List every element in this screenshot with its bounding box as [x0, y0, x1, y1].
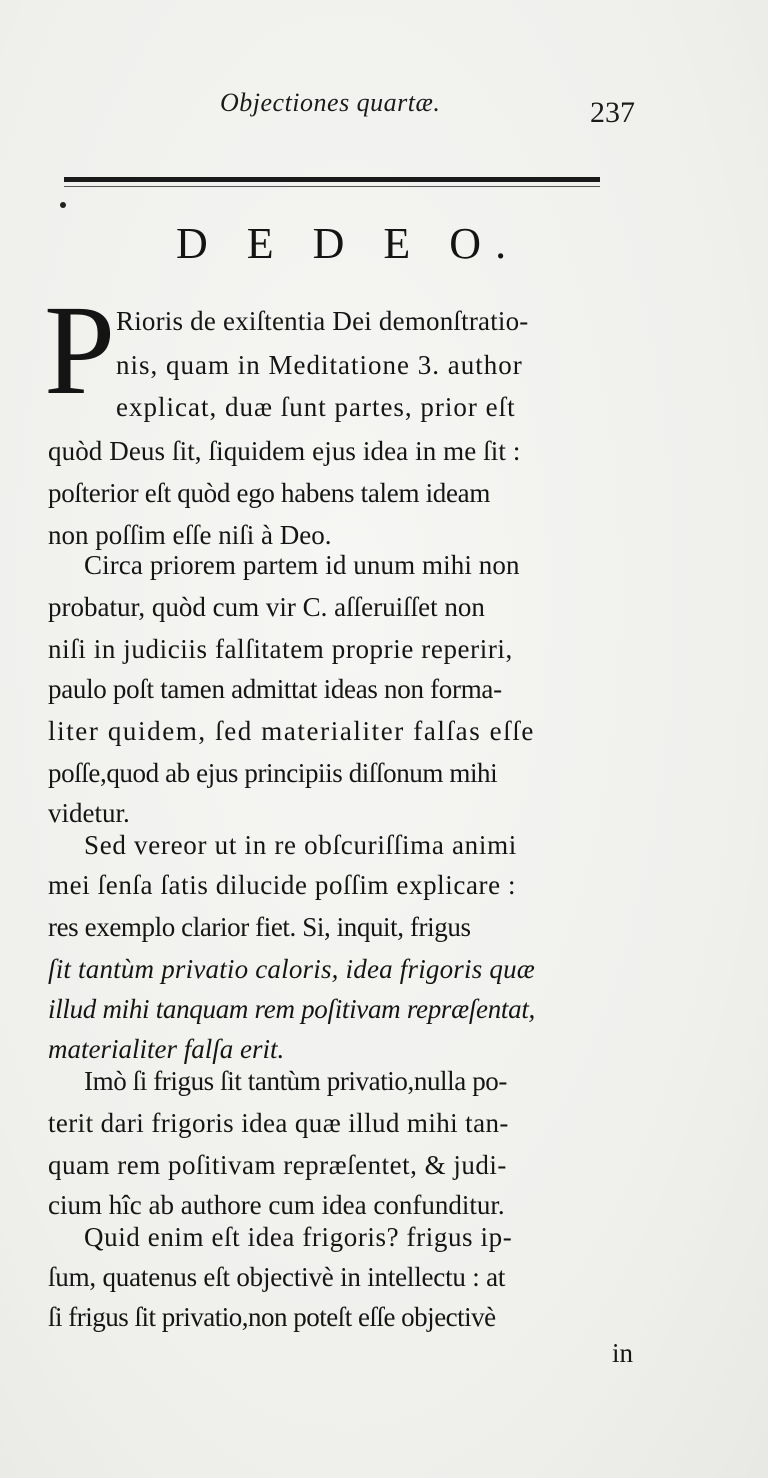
text-line: cium hîc ab authore cum idea confunditur.: [48, 1190, 505, 1220]
text-line: explicat, duæ ſunt partes, prior eſt: [116, 392, 516, 422]
text-line: Sed vereor ut in re obſcuriſſima animi: [84, 830, 517, 860]
text-line: poſſe,quod ab ejus principiis diſſonum mihi: [48, 758, 498, 788]
text-line: Quid enim eſt idea frigoris? frigus ip-: [84, 1222, 513, 1252]
text-line: poſterior eſt quòd ego habens talem ideam: [48, 478, 491, 508]
ink-dot: [60, 202, 66, 208]
text-line: non poſſim eſſe niſi à Deo.: [48, 520, 332, 550]
text-line: res exemplo clarior fiet. Si, inquit, frigus: [48, 912, 471, 942]
text-line: Circa priorem partem id unum mihi non: [84, 550, 520, 580]
text-line: probatur, quòd cum vir C. aſſeruiſſet non: [48, 592, 485, 622]
text-line: paulo poſt tamen admittat ideas non forma-: [48, 674, 502, 704]
text-line: liter quidem, ſed materialiter falſas eſſe: [48, 716, 536, 746]
text-line: videtur.: [48, 798, 130, 828]
running-title: Objectiones quartæ.: [220, 88, 441, 117]
text-line: ſi frigus ſit privatio,non poteſt eſſe objectivè: [48, 1302, 496, 1332]
text-line: ſit tantùm privatio caloris, idea frigoris quæ: [48, 954, 535, 984]
text-line: materialiter falſa erit.: [48, 1034, 285, 1064]
text-line: illud mihi tanquam rem poſitivam repræſentat,: [48, 994, 535, 1024]
catchword: in: [612, 1338, 634, 1368]
text-line: Rioris de exiſtentia Dei demonſtratio-: [116, 306, 529, 336]
header-rule: [64, 177, 600, 182]
page-number: 237: [590, 96, 635, 129]
drop-cap: P: [44, 279, 116, 421]
text-line: Imò ſi frigus ſit tantùm privatio,nulla po-: [84, 1066, 507, 1096]
text-line: nis, quam in Meditatione 3. author: [116, 350, 523, 380]
text-line: quam rem poſitivam repræſentet, & judi-: [48, 1150, 507, 1180]
text-line: mei ſenſa ſatis dilucide poſſim explicare :: [48, 870, 517, 900]
section-title: D E D E O.: [176, 219, 521, 268]
text-line: quòd Deus ſit, ſiquidem ejus idea in me ſit :: [48, 436, 521, 466]
text-line: ſum, quatenus eſt objectivè in intellectu : at: [48, 1262, 506, 1292]
header-rule-thin: [64, 186, 600, 187]
text-line: terit dari frigoris idea quæ illud mihi tan-: [48, 1108, 509, 1138]
text-line: niſi in judiciis falſitatem proprie reperiri,: [48, 634, 513, 664]
